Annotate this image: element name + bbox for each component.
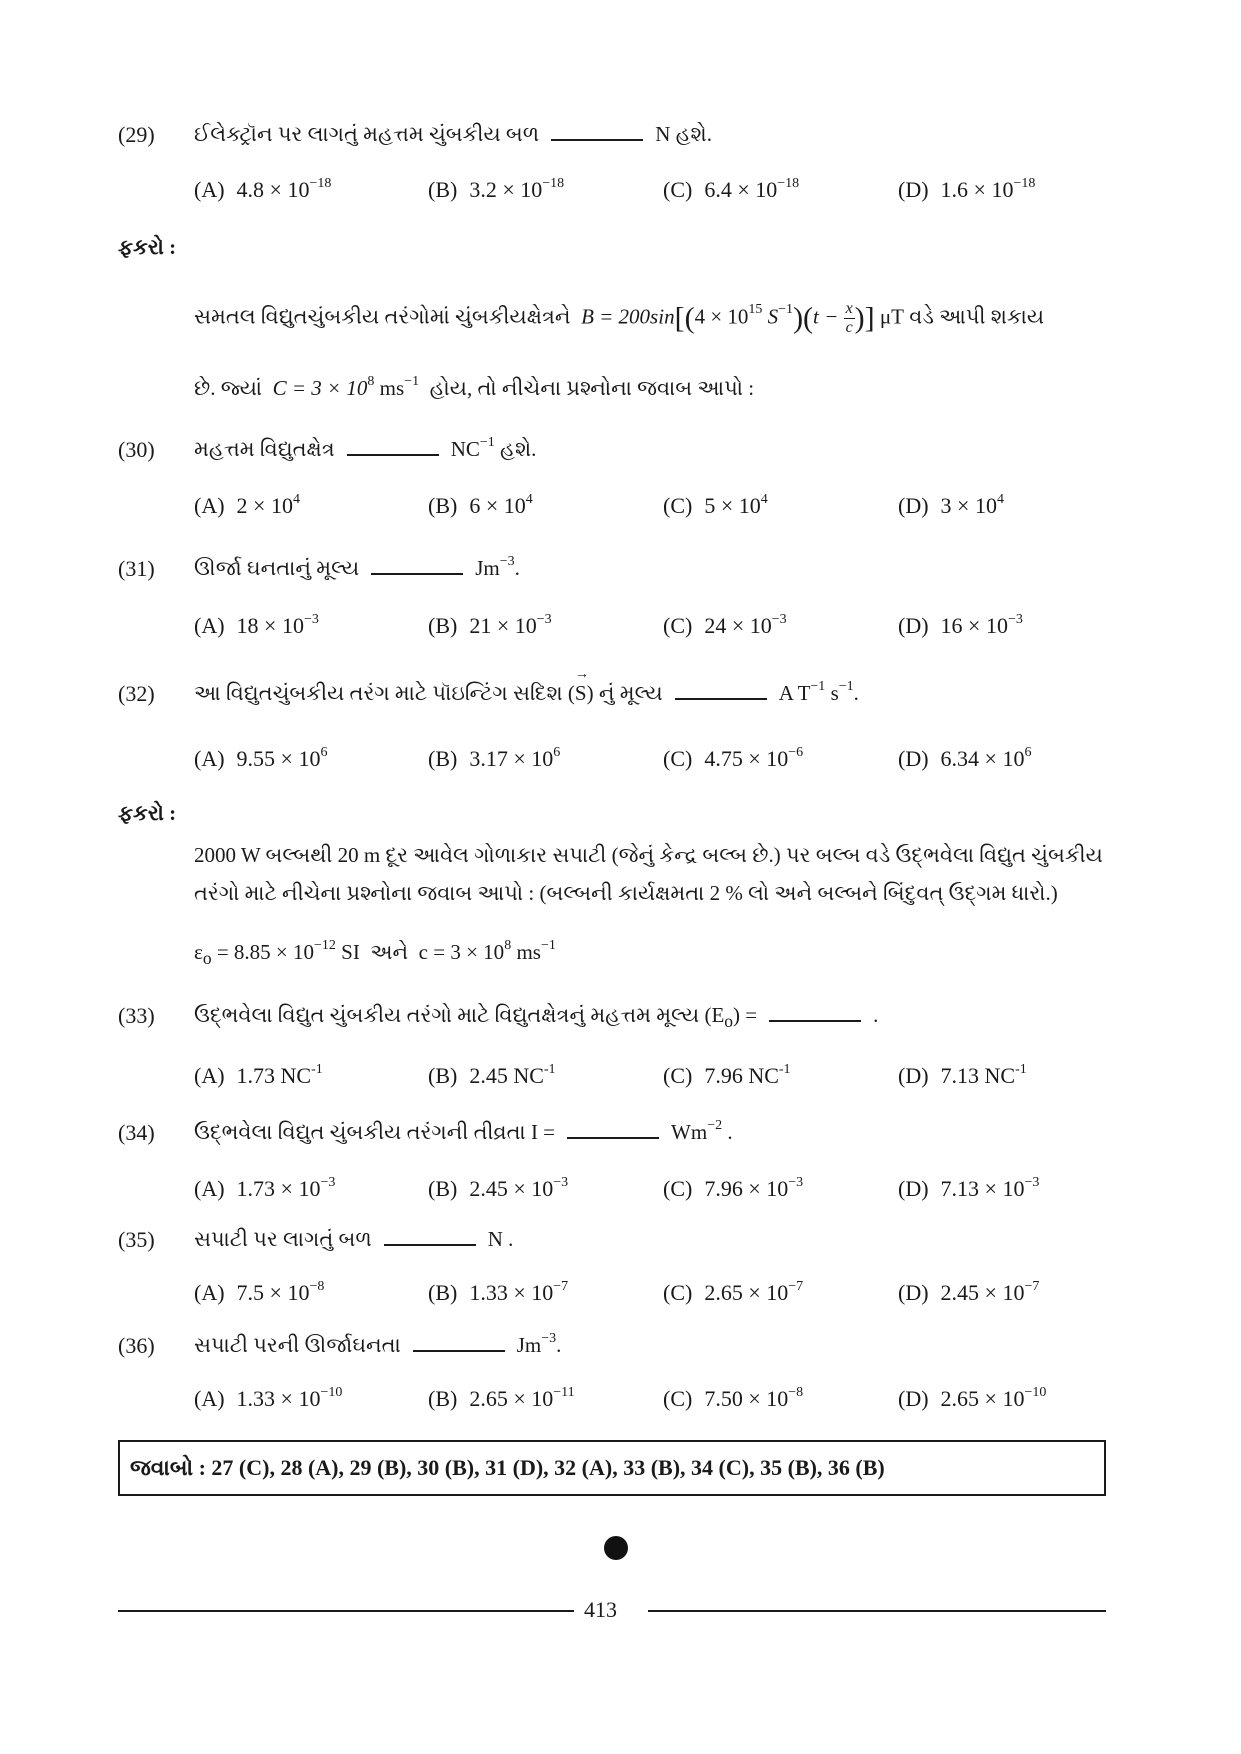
option-a: (A) $9.55 \times 10^6$ bbox=[194, 744, 328, 771]
option-d: (D) $2.45 \times 10^{-7}$ bbox=[898, 1278, 1040, 1305]
option-a: (A) $2 \times 10^4$ bbox=[194, 491, 300, 518]
option-a: (A) $4.8 \times 10^{-18}$ bbox=[194, 175, 332, 202]
answer-blank bbox=[675, 698, 767, 700]
answer-blank bbox=[371, 573, 463, 575]
question-text: ઉદ્ભવેલા વિદ્યુત ચુંબકીય તરંગો માટે વિદ્યુતક્ષેત્રનું મહત્તમ મૂલ્ય $(E_o)$ = . bbox=[194, 1003, 879, 1032]
answer-blank bbox=[551, 139, 643, 141]
question-text: સપાટી પર લાગતું બળ N . bbox=[194, 1227, 514, 1251]
question-text: ઈલેક્ટ્રૉન પર લાગતું મહત્તમ ચુંબકીય બળ N હશે. bbox=[194, 122, 712, 146]
option-c: (C) $7.96 \times 10^{-3}$ bbox=[663, 1174, 804, 1201]
question-number: (35) bbox=[118, 1227, 155, 1252]
passage-line-2: છે. જ્યાં $C = 3 \times 10^8$ $ms^{-1}$ હોય, તો નીચેના પ્રશ્નોના જવાબ આપો : bbox=[194, 374, 755, 400]
passage-heading: ફકરો : bbox=[118, 801, 177, 825]
question-text: આ વિદ્યુતચુંબકીય તરંગ માટે પૉઇન્ટિંગ સદિશ (→ S) નું મૂલ્ય A $T^{-1}$ $s^{-1}$. bbox=[194, 681, 859, 706]
option-d: (D) 7.13 $NC^{-1}$ bbox=[898, 1061, 1027, 1088]
option-c: (C) $4.75 \times 10^{-6}$ bbox=[663, 744, 804, 771]
option-c: (C) 7.96 $NC^{-1}$ bbox=[663, 1061, 791, 1088]
question-number: (32) bbox=[118, 681, 155, 706]
bullet-dot bbox=[604, 1536, 628, 1560]
answer-blank bbox=[347, 454, 439, 456]
option-d: (D) $7.13 \times 10^{-3}$ bbox=[898, 1174, 1040, 1201]
answer-blank bbox=[413, 1350, 505, 1352]
question-text: ઊર્જા ઘનતાનું મૂલ્ય $Jm^{-3}$. bbox=[194, 554, 520, 580]
question-number: (36) bbox=[118, 1333, 155, 1358]
option-a: (A) 1.73 $NC^{-1}$ bbox=[194, 1061, 323, 1088]
option-c: (C) $6.4 \times 10^{-18}$ bbox=[663, 175, 800, 202]
question-number: (34) bbox=[118, 1120, 155, 1145]
option-c: (C) $5 \times 10^4$ bbox=[663, 491, 768, 518]
page-number: 413 bbox=[584, 1597, 617, 1622]
option-c: (C) $2.65 \times 10^{-7}$ bbox=[663, 1278, 804, 1305]
question-text: સપાટી પરની ઊર્જાઘનતા $Jm^{-3}$. bbox=[194, 1331, 562, 1357]
answer-blank bbox=[384, 1244, 476, 1246]
option-b: (B) $3.17 \times 10^6$ bbox=[428, 744, 561, 771]
option-d: (D) $3 \times 10^4$ bbox=[898, 491, 1004, 518]
answer-key-box: જવાબો : 27 (C), 28 (A), 29 (B), 30 (B), 31 (D), 32 (A), 33 (B), 34 (C), 35 (B), 36 (B) bbox=[118, 1440, 1106, 1496]
option-a: (A) $1.33 \times 10^{-10}$ bbox=[194, 1384, 343, 1411]
option-b: (B) 2.45 $NC^{-1}$ bbox=[428, 1061, 556, 1088]
passage-constants: $\varepsilon_o = 8.85 \times 10^{-12}$ SI અને $c = 3 \times 10^8$ $ms^{-1}$ bbox=[194, 938, 556, 969]
question-number: (30) bbox=[118, 437, 155, 462]
footer-rule-left bbox=[118, 1610, 574, 1612]
option-d: (D) $16 \times 10^{-3}$ bbox=[898, 611, 1023, 638]
vector-s: → S bbox=[575, 681, 587, 706]
option-d: (D) $2.65 \times 10^{-10}$ bbox=[898, 1384, 1047, 1411]
question-number: (31) bbox=[118, 556, 155, 581]
option-b: (B) $1.33 \times 10^{-7}$ bbox=[428, 1278, 569, 1305]
question-text: ઉદ્ભવેલા વિદ્યુત ચુંબકીય તરંગની તીવ્રતા $I = Wm^{-2}$ . bbox=[194, 1118, 733, 1144]
option-b: (B) $3.2 \times 10^{-18}$ bbox=[428, 175, 565, 202]
question-number: (29) bbox=[118, 122, 155, 147]
footer-rule-right bbox=[648, 1610, 1106, 1612]
option-b: (B) $6 \times 10^4$ bbox=[428, 491, 533, 518]
option-c: (C) $7.50 \times 10^{-8}$ bbox=[663, 1384, 804, 1411]
option-a: (A) $1.73 \times 10^{-3}$ bbox=[194, 1174, 336, 1201]
passage-line-1: 2000 W બલ્બથી 20 m દૂર આવેલ ગોળાકાર સપાટી (જેનું કેન્દ્ર બલ્બ છે.) પર બલ્બ વડે ઉદ્ભવેલા વિદ્યુત ચુંબકીય bbox=[194, 843, 1103, 867]
option-d: (D) $6.34 \times 10^6$ bbox=[898, 744, 1032, 771]
passage-heading: ફકરો : bbox=[118, 235, 177, 259]
option-b: (B) $2.65 \times 10^{-11}$ bbox=[428, 1384, 575, 1411]
answer-blank bbox=[567, 1137, 659, 1139]
question-text: મહત્તમ વિદ્યુતક્ષેત્ર $NC^{-1}$ હશે. bbox=[194, 435, 537, 461]
option-a: (A) $18 \times 10^{-3}$ bbox=[194, 611, 319, 638]
passage-line-2: તરંગો માટે નીચેના પ્રશ્નોના જવાબ આપો : (બલ્બની કાર્યક્ષમતા 2 % લો અને બલ્બને બિંદુવત્ ઉદ્ગમ ધારો.) bbox=[194, 881, 1058, 905]
option-b: (B) $2.45 \times 10^{-3}$ bbox=[428, 1174, 569, 1201]
option-b: (B) $21 \times 10^{-3}$ bbox=[428, 611, 552, 638]
question-number: (33) bbox=[118, 1003, 155, 1028]
option-d: (D) $1.6 \times 10^{-18}$ bbox=[898, 175, 1036, 202]
option-c: (C) $24 \times 10^{-3}$ bbox=[663, 611, 787, 638]
answer-blank bbox=[769, 1020, 861, 1022]
option-a: (A) $7.5 \times 10^{-8}$ bbox=[194, 1278, 325, 1305]
passage-formula-line: સમતલ વિદ્યુતચુંબકીય તરંગોમાં ચુંબકીયક્ષેત્રને $B = 200\sin[(4 \times 10^{15}$ $S^{-1})(t$ − $\frac{x}{c}$ )] μT વડે આપી શકાય bbox=[194, 300, 1045, 336]
